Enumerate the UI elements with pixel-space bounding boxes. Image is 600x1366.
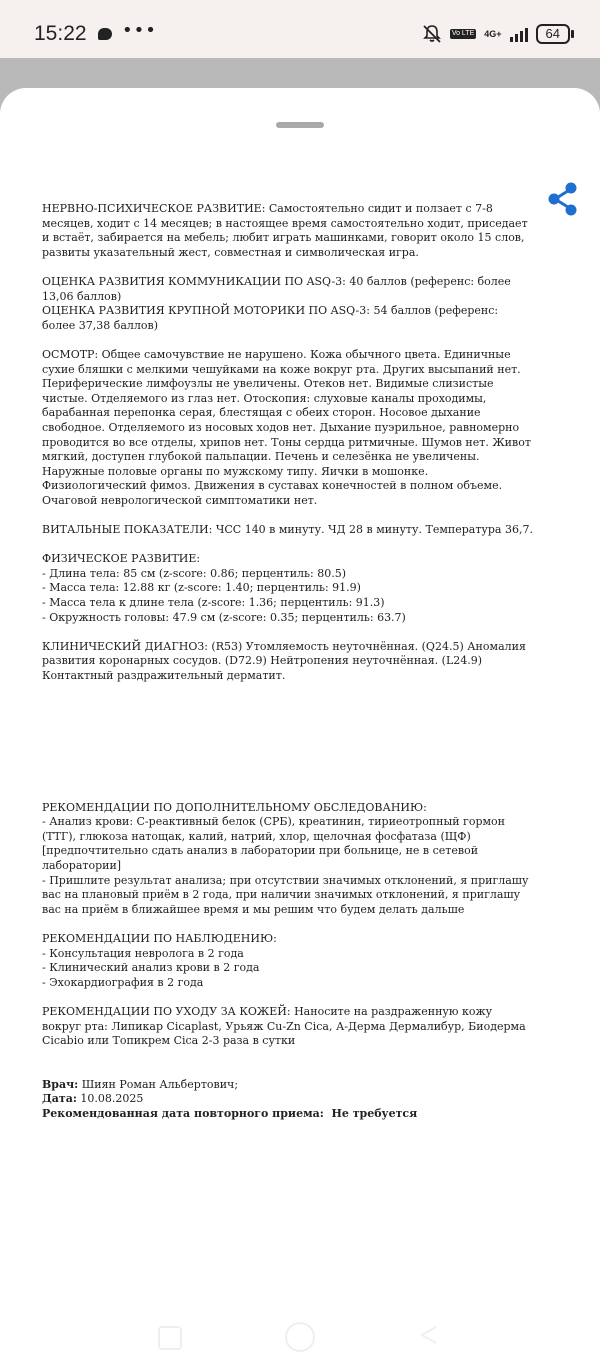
list-item: - Масса тела: 12.88 кг (z-score: 1.40; перцентиль: 91.9) — [42, 581, 361, 595]
more-notifications-icon: ••• — [122, 20, 157, 41]
recents-button[interactable] — [158, 1326, 182, 1350]
doctor-line — [42, 1078, 534, 1093]
signal-icon — [510, 26, 528, 42]
back-button[interactable] — [418, 1324, 440, 1346]
volte-icon: Vo LTE — [451, 30, 475, 37]
clinical-diagnosis: КЛИНИЧЕСКИЙ ДИАГНОЗ: (R53) Утомляемость неуточнённая. (Q24.5) Аномалия развития коронарных сосудов. (D72.9) Нейтропения неуточнённая. (L24.9) Контактный раздражительный дерматит. — [42, 639, 526, 682]
revisit-line — [42, 1107, 534, 1122]
obs-recs-title: РЕКОМЕНДАЦИИ ПО НАБЛЮДЕНИЮ: — [42, 931, 277, 945]
exam-recommendations — [42, 801, 534, 918]
list-item: - Длина тела: 85 см (z-score: 0.86; перцентиль: 80.5) — [42, 566, 346, 580]
document-content — [42, 202, 534, 1121]
doctor-name: Шиян Роман Альбертович; — [78, 1077, 239, 1091]
date-value: 10.08.2025 — [76, 1092, 144, 1106]
examination: ОСМОТР: Общее самочувствие не нарушено. Кожа обычного цвета. Единичные сухие бляшки с мелкими чешуйками на коже вокруг рта. Других высыпаний нет. Периферические лимфоузлы не увеличены. Отеков нет. Видимые слизистые чистые. Отделяемого из глаз нет. Отоскопия: слуховые каналы проходимы, барабанная перепонка серая, блестящая с обеих сторон. Носовое дыхание свободное. Отделяемого из носовых ходов нет. Дыхание пуэрильное, равномерно проводится во все отделы, хрипов нет. Тоны сердца ритмичные. Шумов нет. Живот мягкий, доступен глубокой пальпации. Печень и селезёнка не увеличены. Наружные половые органы по мужскому типу. Яички в мошонке. Физиологический фимоз. Движения в суставах конечностей в полном объеме. Очаговой неврологической симптоматики нет. — [42, 347, 531, 507]
bell-muted-icon — [422, 24, 442, 44]
drag-handle[interactable] — [276, 122, 324, 128]
status-bar — [0, 0, 600, 58]
revisit-label: Рекомендованная дата повторного приема: — [42, 1106, 324, 1120]
document-sheet — [0, 88, 600, 1366]
list-item: - Масса тела к длине тела (z-score: 1.36; перцентиль: 91.3) — [42, 596, 385, 610]
list-item: - Пришлите результат анализа; при отсутствии значимых отклонений, я приглашу вас на плановый приём в 2 года, при наличии значимых отклонений, я приглашу вас на приём в ближайшее время и мы решим что будем делать дальше — [42, 873, 529, 916]
asq-motor: ОЦЕНКА РАЗВИТИЯ КРУПНОЙ МОТОРИКИ ПО ASQ-3: 54 баллов (референс: более 37,38 баллов) — [42, 304, 499, 332]
observation-recommendations — [42, 932, 534, 990]
network-type: 4G+ — [484, 29, 502, 39]
list-item: - Анализ крови: С-реактивный белок (СРБ), креатинин, тириеотропный гормон (ТТГ), глюкоза натощак, калий, натрий, хлор, щелочная фосфатаза (ЩФ) [предпочтительно сдать анализ в лаборатории при больнице, не в сетевой лаборатории] — [42, 815, 505, 872]
share-icon[interactable] — [546, 181, 580, 217]
asq-communication: ОЦЕНКА РАЗВИТИЯ КОММУНИКАЦИИ ПО ASQ-3: 40 баллов (референс: более 13,06 баллов) — [42, 274, 511, 303]
list-item: - Окружность головы: 47.9 см (z-score: 0.35; перцентиль: 63.7) — [42, 610, 406, 624]
exam-recs-title: РЕКОМЕНДАЦИИ ПО ДОПОЛНИТЕЛЬНОМУ ОБСЛЕДОВАНИЮ: — [42, 800, 427, 814]
skin-care-recommendations: РЕКОМЕНДАЦИИ ПО УХОДУ ЗА КОЖЕЙ: Наносите на раздраженную кожу вокруг рта: Липикар Cicaplast, Урьяж Cu-Zn Cica, А-Дерма Дермалибур, Биодерма Cicabio или Топикрем Cica 2-3 раза в сутки — [42, 1004, 526, 1048]
signature-block — [42, 1078, 534, 1122]
battery-icon: 64 — [536, 24, 570, 44]
status-indicators — [422, 22, 570, 46]
asq-section — [42, 275, 534, 333]
neuro-development: НЕРВНО-ПСИХИЧЕСКОЕ РАЗВИТИЕ: Самостоятельно сидит и ползает с 7-8 месяцев, ходит с 14 месяцев; в настоящее время самостоятельно ходит, приседает и встаёт, забирается на мебель; любит играть машинками, говорит около 15 слов, развиты указательный жест, совместная и символическая игра. — [42, 202, 528, 259]
physical-title: ФИЗИЧЕСКОЕ РАЗВИТИЕ: — [42, 552, 201, 566]
date-label: Дата: — [42, 1092, 77, 1106]
vitals: ВИТАЛЬНЫЕ ПОКАЗАТЕЛИ: ЧСС 140 в минуту. ЧД 28 в минуту. Температура 36,7. — [42, 523, 533, 537]
list-item: - Консультация невролога в 2 года — [42, 946, 244, 960]
physical-development — [42, 552, 534, 625]
date-line — [42, 1092, 534, 1107]
list-item: - Клинический анализ крови в 2 года — [42, 961, 260, 975]
doctor-label: Врач: — [42, 1077, 79, 1091]
revisit-value: Не требуется — [323, 1106, 418, 1120]
navigation-bar — [0, 1306, 600, 1366]
chat-notification-icon — [98, 28, 112, 40]
clock: 15:22 — [34, 22, 87, 45]
list-item: - Эхокардиография в 2 года — [42, 975, 204, 989]
home-button[interactable] — [285, 1322, 315, 1352]
